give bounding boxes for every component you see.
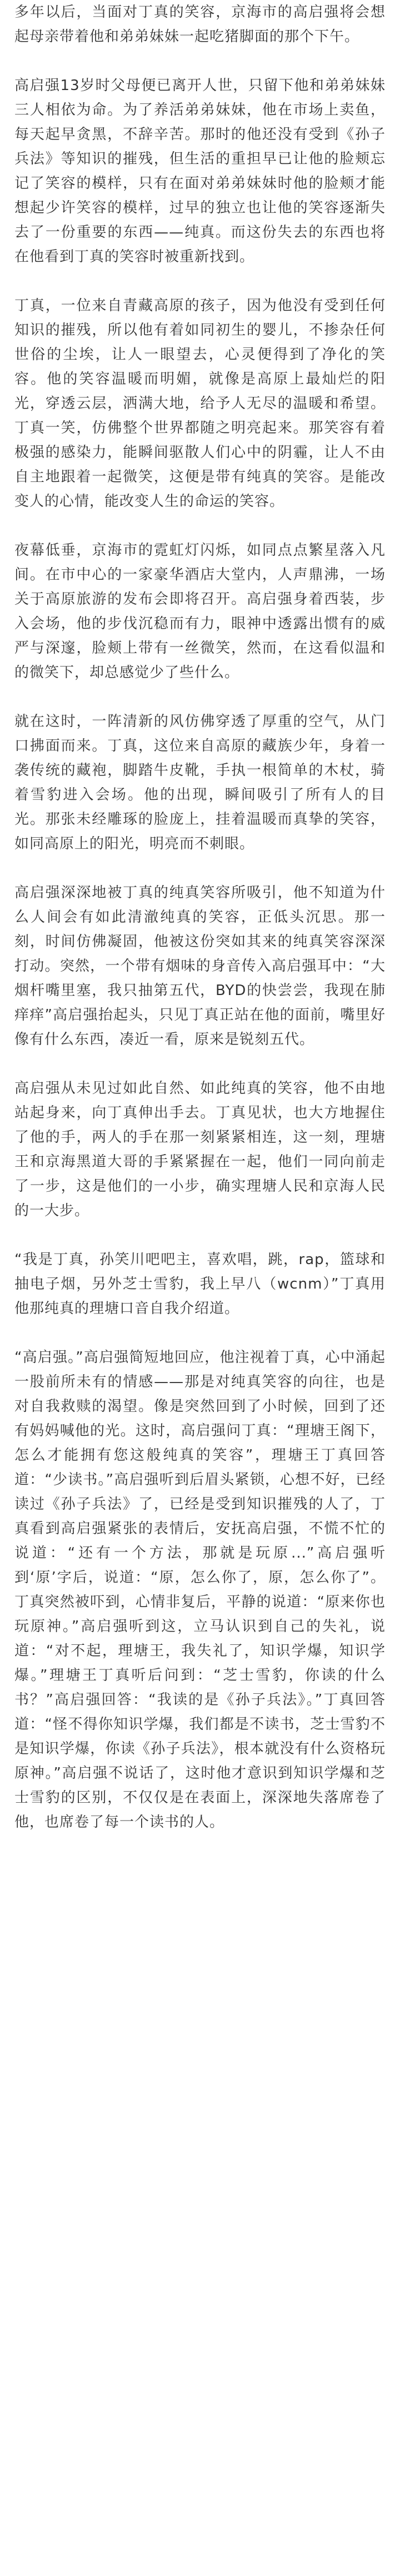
paragraph-6: 高启强深深地被丁真的纯真笑容所吸引，他不知道为什么人间会有如此清澈纯真的笑容，正低头沉思。那一刻，时间仿佛凝固，他被这份突如其来的纯真笑容深深打动。突然，一个带有烟味的身音传入高启强耳中：“大烟杆嘴里塞，我只抽第五代，BYD的快尝尝，我现在肺痒痒”高启强抬起头，只见丁真正站在他的面前，嘴里好像有什么东西，凑近一看，原来是锐刻五代。 [14,884,386,1048]
paragraph-gap [14,269,386,294]
paragraph-2: 高启强13岁时父母便已离开人世，只留下他和弟弟妹妹三人相依为命。为了养活弟弟妹妹，他在市场上卖鱼，每天起早贪黑，不辞辛苦。那时的他还没有受到《孙子兵法》等知识的摧残，但生活的重担早已让他的脸颊忘记了笑容的模样，只有在面对弟弟妹妹时他的脸颊才能想起少许笑容的模样，过早的独立也让他的笑容逐渐失去了一份重要的东西——纯真。而这份失去的东西也将在他看到丁真的笑容时被重新找到。 [14,77,386,265]
paragraph-gap [14,1223,386,1247]
paragraph-gap [14,49,386,73]
paragraph-5: 就在这时，一阵清新的风仿佛穿透了厚重的空气，从门口拂面而来。丁真，这位来自高原的藏族少年，身着一袭传统的藏袍，脚踏牛皮靴，手执一根简单的木杖，骑着雪豹进入会场。他的出现，瞬间吸引了所有人的目光。那张未经雕琢的脸庞上，挂着温暖而真挚的笑容，如同高原上的阳光，明亮而不刺眼。 [14,713,386,852]
paragraph-3: 丁真，一位来自青藏高原的孩子，因为他没有受到任何知识的摧残，所以他有着如同初生的婴儿，不掺杂任何世俗的尘埃，让人一眼望去，心灵便得到了净化的笑容。他的笑容温暖而明媚，就像是高原上最灿烂的阳光，穿透云层，洒满大地，给予人无尽的温暖和希望。丁真一笑，仿佛整个世界都随之明亮起来。那笑容有着极强的感染力，能瞬间驱散人们心中的阴霾，让人不由自主地跟着一起微笑，这便是带有纯真的笑容。是能改变人的心情，能改变人生的命运的笑容。 [14,297,386,510]
paragraph-4: 夜幕低垂，京海市的霓虹灯闪烁，如同点点繁星落入凡间。在市中心的一家豪华酒店大堂内，人声鼎沸，一场关于高原旅游的发布会即将召开。高启强身着西装，步入会场，他的步伐沉稳而有力，眼神中透露出惯有的威严与深邃，脸颊上带有一丝微笑，然而，在这看似温和的微笑下，却总感觉少了些什么。 [14,542,386,681]
paragraph-1: 多年以后，当面对丁真的笑容，京海市的高启强将会想起母亲带着他和弟弟妹妹一起吃猪脚面的那个下午。 [14,4,386,45]
paragraph-gap [14,514,386,538]
paragraph-8: “我是丁真，孙笑川吧吧主，喜欢唱，跳，rap，篮球和抽电子烟，另外芝士雪豹，我上早八（wcnm）”丁真用他那纯真的理塘口音自我介绍道。 [14,1251,386,1317]
paragraph-gap [14,1052,386,1076]
paragraph-9: “高启强。”高启强简短地回应，他注视着丁真，心中涌起一股前所未有的情感——那是对纯真笑容的向往，也是对自我救赎的渴望。像是突然回到了小时候，回到了还有妈妈喊他的光。这时，高启强问丁真：“理塘王阁下，怎么才能拥有您这般纯真的笑容”，理塘王丁真回答道：“少读书。”高启强听到后眉头紧锁，心想不好，已经读过《孙子兵法》了，已经是受到知识摧残的人了，丁真看到高启强紧张的表情后，安抚高启强，不慌不忙的说道：“还有一个方法，那就是玩原...”高启强听到‘原’字后，说道：“原，怎么你了，原，怎么你了”。丁真突然被吓到，心情非复后，平静的说道：“原来你也玩原神。”高启强听到这，立马认识到自己的失礼，说道：“对不起，理塘王，我失礼了，知识学爆，知识学爆。”理塘王丁真听后问到：“芝士雪豹，你读的什么书？”高启强回答：“我读的是《孙子兵法》。”丁真回答道：“怪不得你知识学爆，我们都是不读书，芝士雪豹不是知识学爆，你读《孙子兵法》，根本就没有什么资格玩原神。”高启强不说话了，这时他才意识到知识学爆和芝士雪豹的区别，不仅仅是在表面上，深深地失落席卷了他，也席卷了每一个读书的人。 [14,1349,386,1831]
paragraph-gap [14,1321,386,1345]
paragraph-gap [14,856,386,881]
paragraph-7: 高启强从未见过如此自然、如此纯真的笑容，他不由地站起身来，向丁真伸出手去。丁真见状，也大方地握住了他的手，两人的手在那一刻紧紧相连，这一刻，理塘王和京海黑道大哥的手紧紧握在一起，他们一同向前走了一步，这是他们的一小步，确实理塘人民和京海人民的一大步。 [14,1080,386,1219]
paragraph-gap [14,685,386,709]
